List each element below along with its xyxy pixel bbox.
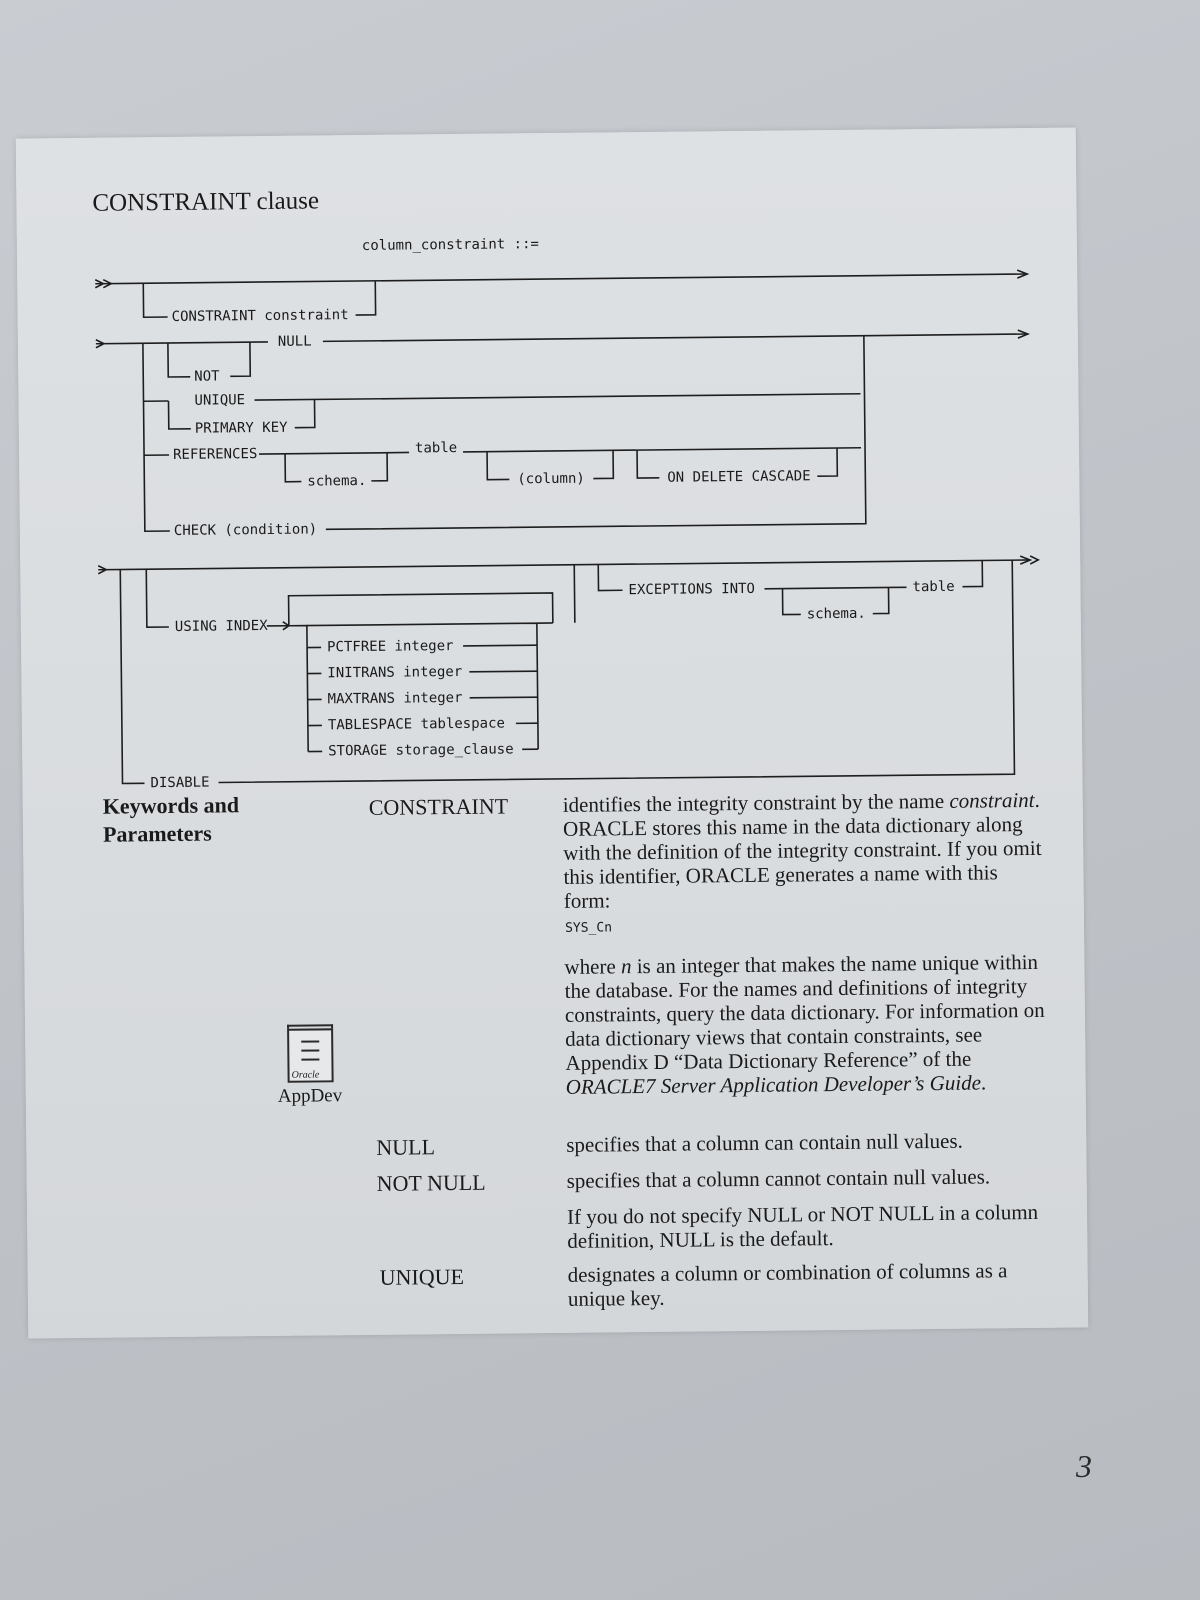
exceptions-into-label: EXCEPTIONS INTO [628, 580, 756, 599]
page-number: 3 [1076, 1448, 1092, 1484]
document-page [16, 127, 1089, 1338]
term-not-null: NOT NULL [376, 1169, 486, 1196]
term-null: NULL [376, 1134, 436, 1160]
syntax-diagram [16, 127, 1083, 798]
unique-label: UNIQUE [194, 392, 246, 409]
initrans-label: INITRANS integer [327, 663, 463, 682]
desc-constraint: identifies the integrity constraint by the name constraint. ORACLE stores this name in the data dictionary along with the definition of the integrity constraint. If you omit this identifier, ORACLE generates a name with this form: [562, 787, 1042, 913]
on-delete-cascade-label: ON DELETE CASCADE [667, 468, 811, 486]
exceptions-schema-label: schema. [806, 605, 866, 623]
tablespace-label: TABLESPACE tablespace [327, 715, 505, 734]
using-index-label: USING INDEX [174, 617, 268, 635]
storage-label: STORAGE storage_clause [328, 741, 514, 760]
appdev-caption: AppDev [277, 1085, 343, 1107]
constraint-name-branch [95, 270, 1027, 326]
exceptions-table-label: table [912, 578, 955, 596]
primary-key-label: PRIMARY KEY [194, 419, 288, 437]
references-column-label: (column) [517, 470, 585, 488]
pctfree-label: PCTFREE integer [327, 638, 454, 656]
desc-constraint-cont: where n is an integer that makes the name unique within the database. For the names and definitions of integrity constraints, query the data dictionary. For information on data dictionary views that contain constraints, see Appendix D “Data Dictionary Reference” of the ORACLE7 Server Application Developer’s Guide. [564, 949, 1045, 1099]
maxtrans-label: MAXTRANS integer [327, 689, 463, 708]
not-label: NOT [194, 368, 220, 385]
constraint-type-branch [96, 326, 1030, 540]
constraint-name-label: CONSTRAINT constraint [171, 307, 349, 325]
disable-label: DISABLE [150, 774, 210, 792]
desc-not-null: specifies that a column cannot contain null values. [566, 1164, 991, 1193]
index-options-branch [98, 556, 1040, 792]
term-unique: UNIQUE [379, 1263, 465, 1290]
diagram-heading: column_constraint ::= [361, 236, 539, 254]
references-label: REFERENCES [172, 446, 258, 463]
desc-not-null-note: If you do not specify NULL or NOT NULL in a column definition, NULL is the default. [566, 1199, 1039, 1253]
appdev-book-icon: Oracle [287, 1028, 334, 1082]
code-sys-cn: SYS_Cn [564, 920, 613, 936]
references-schema-label: schema. [307, 472, 367, 490]
term-constraint: CONSTRAINT [368, 793, 509, 820]
page-title: CONSTRAINT clause [92, 187, 320, 217]
references-table-label: table [414, 439, 458, 457]
desc-unique: designates a column or combination of columns as a unique key. [567, 1258, 1008, 1311]
keywords-heading: Keywords and Parameters [102, 792, 240, 847]
null-label: NULL [277, 333, 312, 350]
desc-null: specifies that a column can contain null values. [566, 1128, 963, 1157]
check-label: CHECK (condition) [173, 521, 318, 539]
